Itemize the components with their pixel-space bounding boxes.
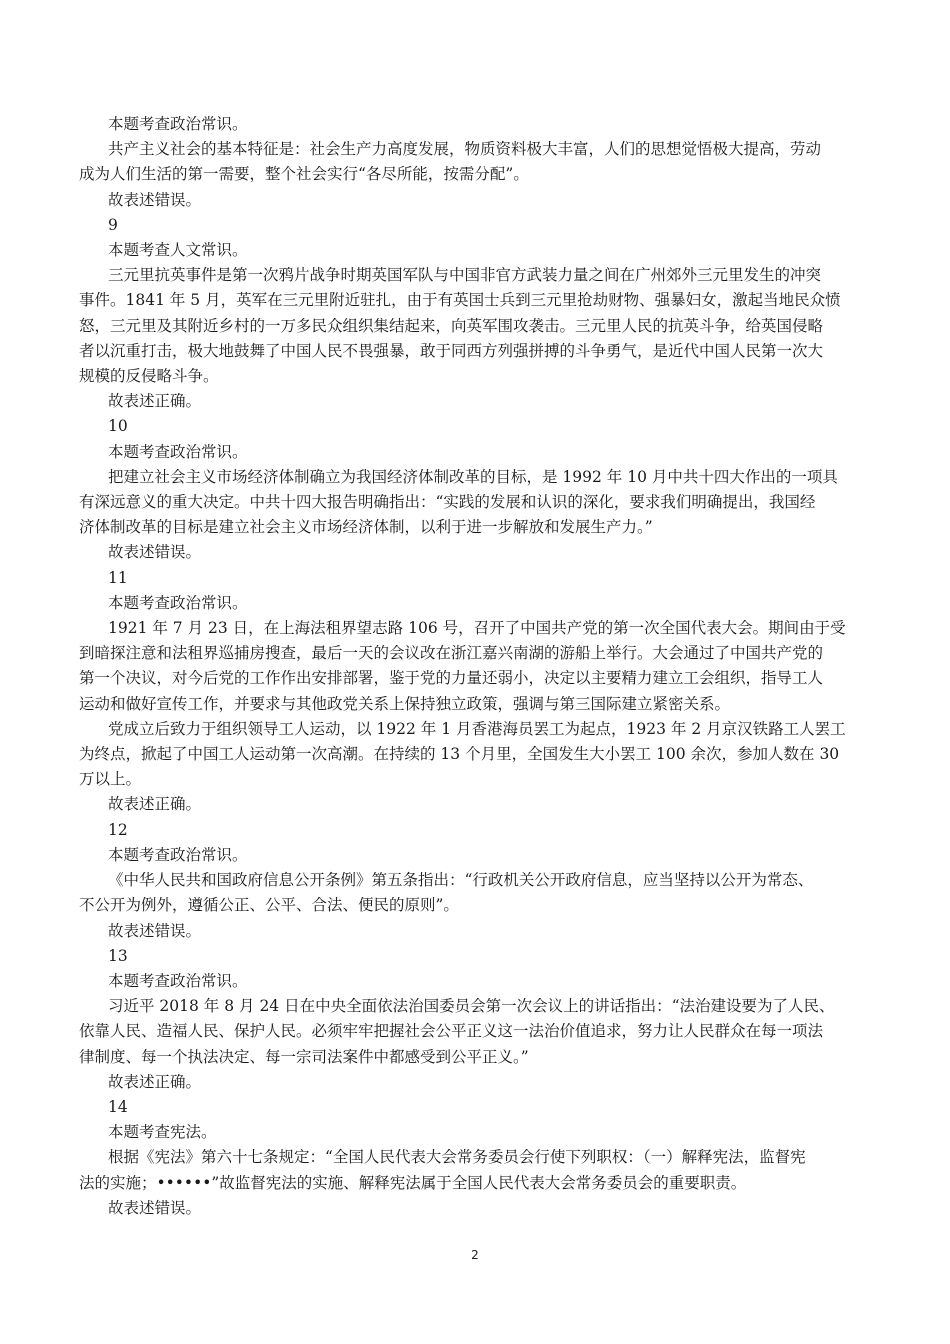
paragraph-line: 故表述正确。 [108,1072,202,1091]
paragraph-line: 法的实施；••••••”故监督宪法的实施、解释宪法属于全国人民代表大会常务委员会的重要职责。 [79,1173,747,1192]
paragraph-line: 故表述错误。 [108,543,202,562]
paragraph-line: 规模的反侵略斗争。 [79,367,219,386]
paragraph-line: 依靠人民、造福人民、保护人民。必须牢牢把握社会公平正义这一法治价值追求，努力让人民群众在每一项法 [79,1022,824,1041]
paragraph-line: 第一个决议，对今后党的工作作出安排部署，鉴于党的力量还弱小，决定以主要精力建立工会组织，指导工人 [79,669,824,688]
paragraph-line: 本题考查政治常识。 [108,593,248,612]
paragraph-line: 本题考查政治常识。 [108,115,248,133]
paragraph-line: 怒，三元里及其附近乡村的一万多民众组织集结起来，向英军围攻袭击。三元里人民的抗英斗争，给英国侵略 [79,316,824,335]
question-number: 9 [108,215,118,234]
paragraph-line: 律制度、每一个执法决定、每一宗司法案件中都感受到公平正义。” [79,1047,529,1066]
paragraph-line: 万以上。 [79,770,142,789]
paragraph-line: 故表述错误。 [108,190,202,209]
paragraph-line: 1921 年 7 月 23 日，在上海法租界望志路 106 号，召开了中国共产党的第一次全国代表大会。期间由于受 [108,619,846,638]
paragraph-line: 本题考查政治常识。 [108,971,248,990]
paragraph-line: 有深远意义的重大决定。中共十四大报告明确指出：“实践的发展和认识的深化，要求我们明确提出，我国经 [79,493,816,512]
paragraph-line: 济体制改革的目标是建立社会主义市场经济体制，以利于进一步解放和发展生产力。” [79,518,653,537]
paragraph-line: 故表述错误。 [108,1198,202,1217]
paragraph-line: 《中华人民共和国政府信息公开条例》第五条指出：“行政机关公开政府信息，应当坚持以公开为常态、 [108,871,814,890]
paragraph-line: 故表述错误。 [108,921,202,940]
paragraph-line: 者以沉重打击，极大地鼓舞了中国人民不畏强暴，敢于同西方列强拼搏的斗争勇气，是近代中国人民第一次大 [79,341,824,360]
paragraph-line: 把建立社会主义市场经济体制确立为我国经济体制改革的目标，是 1992 年 10 月中共十四大作出的一项具 [108,467,838,486]
paragraph-line: 本题考查政治常识。 [108,442,248,461]
paragraph-line: 习近平 2018 年 8 月 24 日在中央全面依法治国委员会第一次会议上的讲话指出：“法治建设要为了人民、 [108,997,835,1016]
paragraph-line: 运动和做好宣传工作，并要求与其他政党关系上保持独立政策，强调与第三国际建立紧密关系。 [79,694,731,713]
paragraph-line: 事件。1841 年 5 月，英军在三元里附近驻扎，由于有英国士兵到三元里抢劫财物、强暴妇女，激起当地民众愤 [79,291,841,310]
question-number: 10 [108,417,128,436]
paragraph-line: 本题考查人文常识。 [108,241,248,260]
page-number: 2 [471,1248,479,1262]
paragraph-line: 不公开为例外，遵循公正、公平、合法、便民的原则”。 [79,896,459,915]
paragraph-line: 共产主义社会的基本特征是：社会生产力高度发展，物质资料极大丰富，人们的思想觉悟极大提高，劳动 [108,140,822,159]
paragraph-line: 党成立后致力于组织领导工人运动，以 1922 年 1 月香港海员罢工为起点，1923 年 2 月京汉铁路工人罢工 [108,719,846,738]
paragraph-line: 为终点，掀起了中国工人运动第一次高潮。在持续的 13 个月里，全国发生大小罢工 100 余次，参加人数在 30 [79,745,840,764]
question-number: 12 [108,820,128,839]
paragraph-line: 到暗探注意和法租界巡捕房搜查，最后一天的会议改在浙江嘉兴南湖的游船上举行。大会通过了中国共产党的 [79,644,824,663]
paragraph-line: 根据《宪法》第六十七条规定：“全国人民代表大会常务委员会行使下列职权：（一）解释宪法，监督宪 [108,1148,806,1167]
paragraph-line: 故表述正确。 [108,392,202,411]
question-number: 13 [108,946,128,965]
question-number: 14 [108,1097,128,1116]
question-number: 11 [108,568,128,587]
paragraph-line: 本题考查宪法。 [108,1123,217,1142]
paragraph-line: 三元里抗英事件是第一次鸦片战争时期英国军队与中国非官方武装力量之间在广州郊外三元里发生的冲突 [108,266,822,285]
paragraph-line: 故表述正确。 [108,795,202,814]
document-body [79,112,875,1221]
paragraph-line: 本题考查政治常识。 [108,845,248,864]
paragraph-line: 成为人们生活的第一需要，整个社会实行“各尽所能，按需分配”。 [79,165,529,184]
